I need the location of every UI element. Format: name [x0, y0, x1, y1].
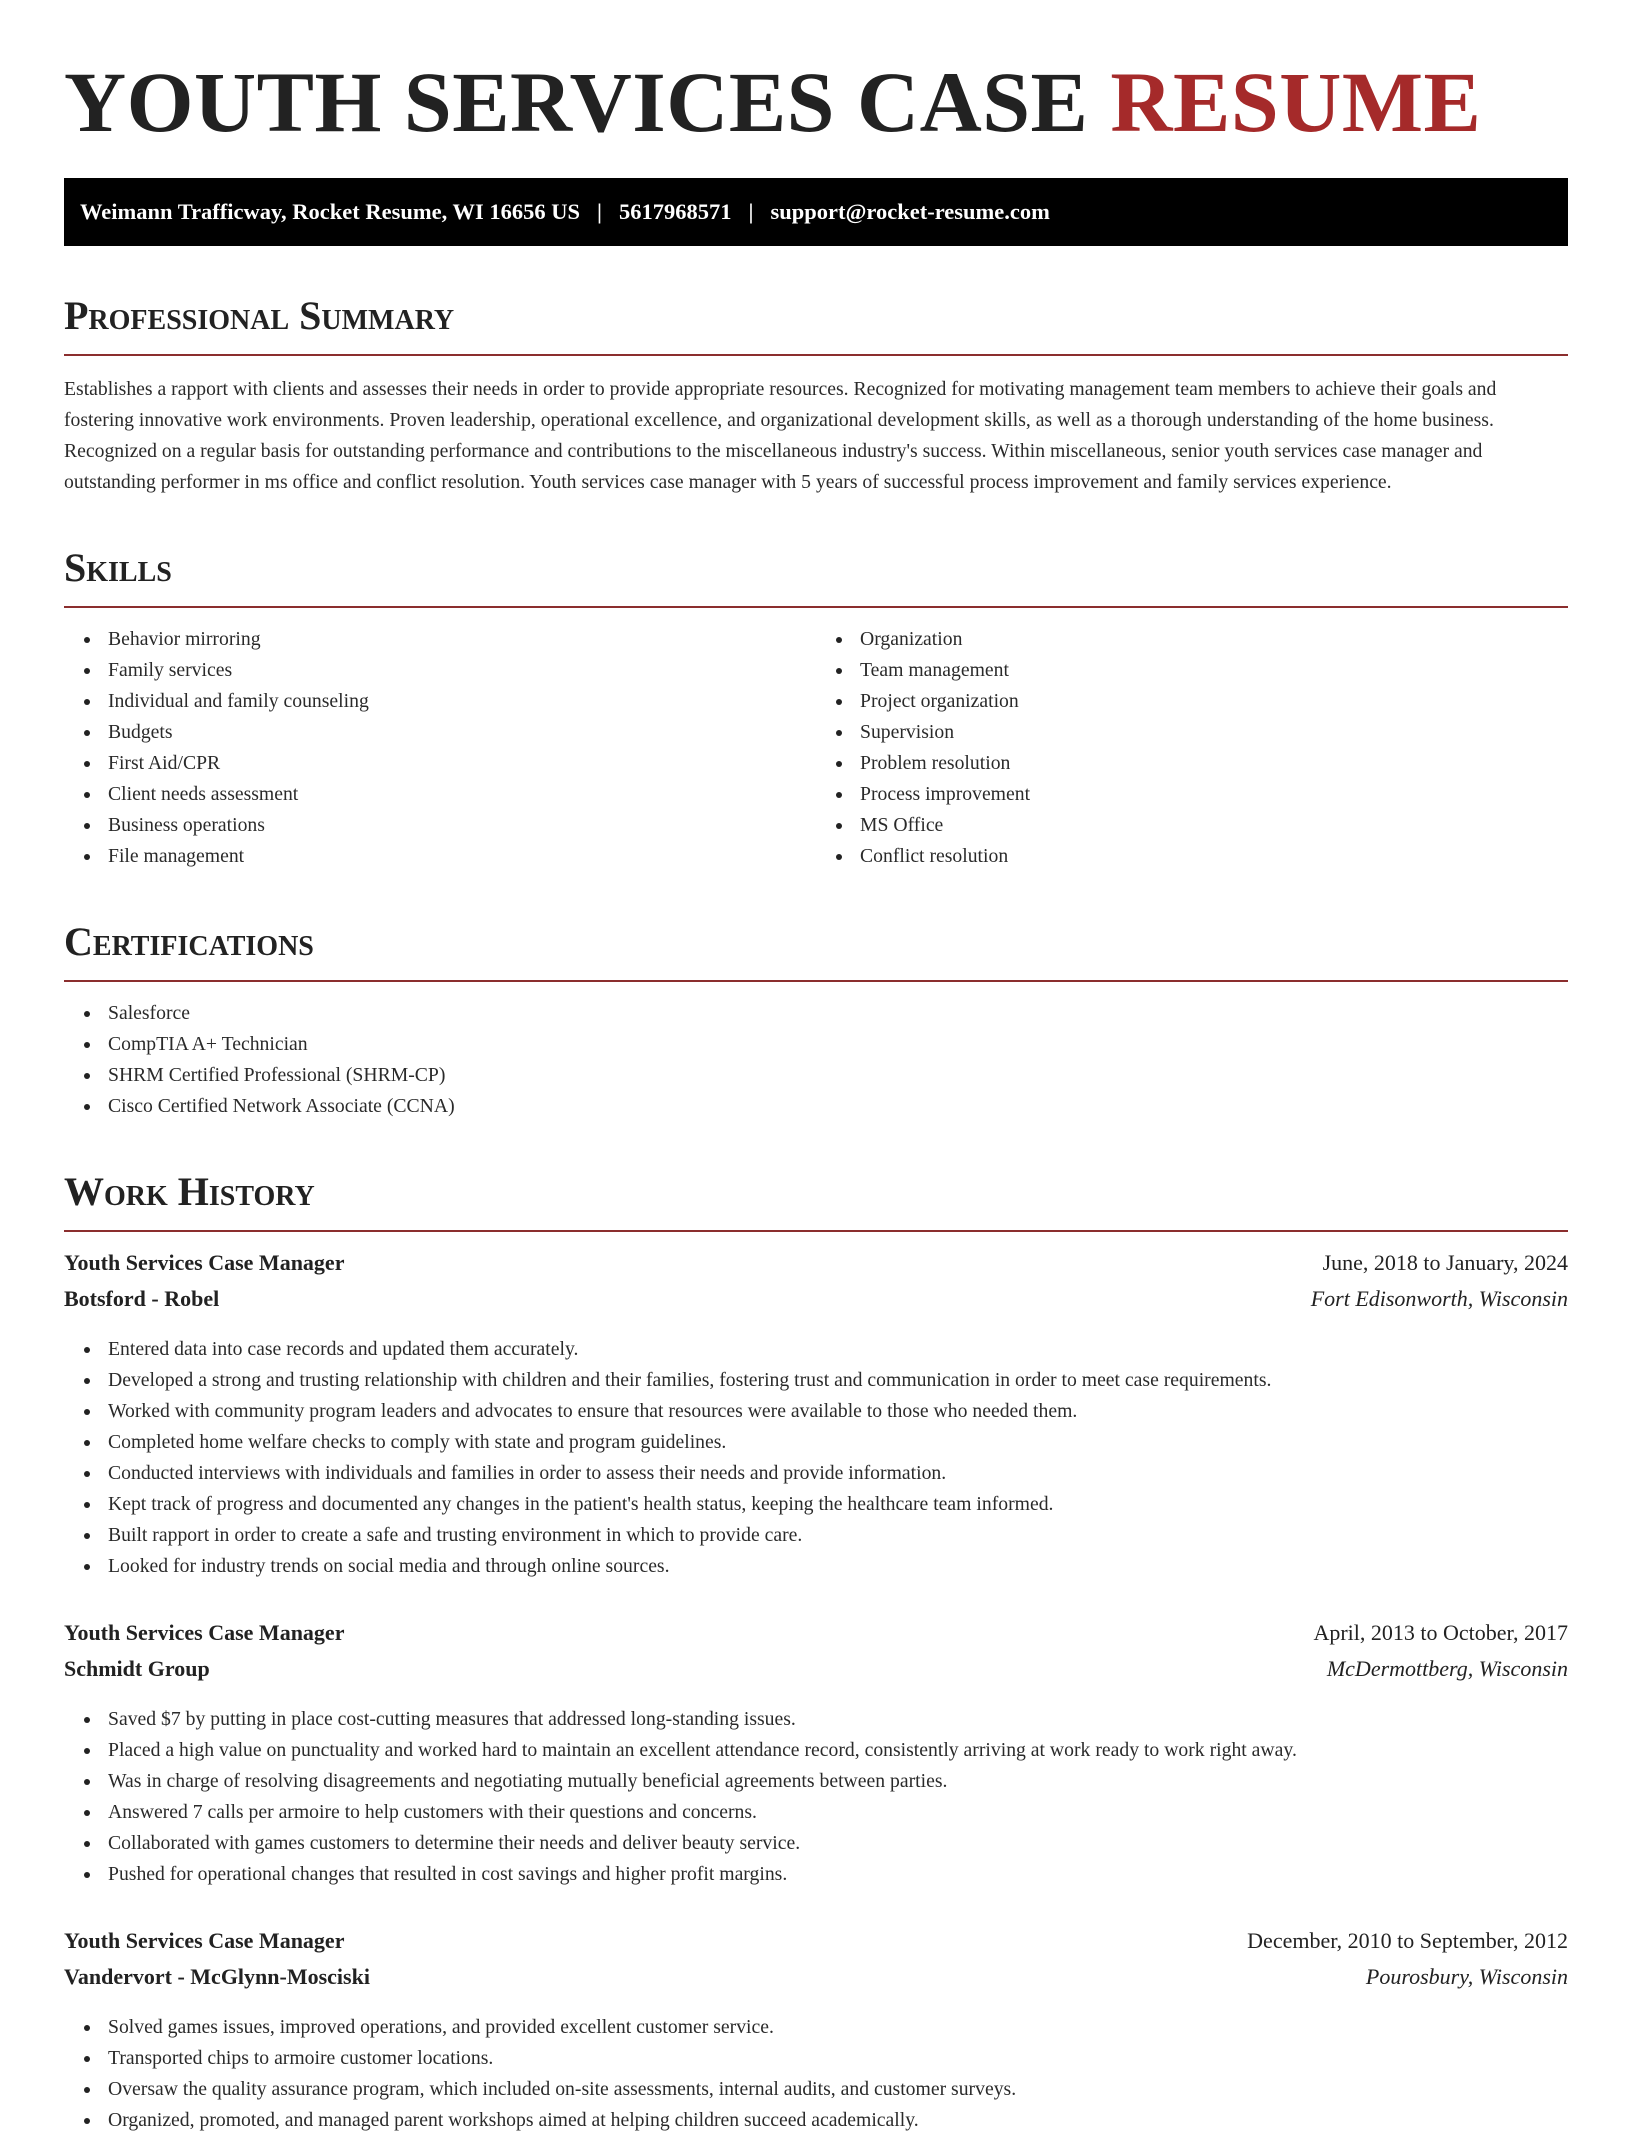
- skills-list-right: [816, 624, 1568, 872]
- job-company: Schmidt Group: [64, 1656, 210, 1681]
- job-bullet: Looked for industry trends on social media and through online sources.: [108, 1551, 1568, 1582]
- job-location: Pourosbury, Wisconsin: [1365, 1964, 1568, 1989]
- skill-item: Supervision: [860, 717, 1568, 748]
- job-bullets: [64, 1334, 1568, 1582]
- certifications-list: [64, 998, 1568, 1122]
- job-bullet: Pushed for operational changes that resulted in cost savings and higher profit margins.: [108, 1859, 1568, 1890]
- job-header-row: [64, 1928, 1568, 1964]
- skill-item: Behavior mirroring: [108, 624, 816, 655]
- summary-heading: Professional Summary: [64, 292, 1568, 356]
- work-history-heading: Work History: [64, 1168, 1568, 1232]
- certification-item: SHRM Certified Professional (SHRM-CP): [108, 1060, 1568, 1091]
- job-bullet: Organized, promoted, and managed parent workshops aimed at helping children succeed academically.: [108, 2105, 1568, 2136]
- job-entry: [64, 1928, 1568, 2136]
- skill-item: File management: [108, 841, 816, 872]
- job-company: Vandervort - McGlynn-Mosciski: [64, 1964, 370, 1989]
- contact-bar: [64, 178, 1568, 246]
- job-header-row: [64, 1620, 1568, 1656]
- contact-phone[interactable]: 5617968571: [618, 199, 732, 224]
- skill-item: Organization: [860, 624, 1568, 655]
- skill-item: First Aid/CPR: [108, 748, 816, 779]
- job-bullet: Worked with community program leaders and advocates to ensure that resources were available to those who needed them.: [108, 1396, 1568, 1427]
- contact-address: Weimann Trafficway, Rocket Resume, WI 16656 US: [80, 199, 580, 224]
- job-bullet: Solved games issues, improved operations, and provided excellent customer service.: [108, 2012, 1568, 2043]
- job-bullet: Kept track of progress and documented any changes in the patient's health status, keeping the healthcare team informed.: [108, 1489, 1568, 1520]
- job-bullet: Placed a high value on punctuality and worked hard to maintain an excellent attendance record, consistently arriving at work ready to work right away.: [108, 1735, 1568, 1766]
- job-bullet: Answered 7 calls per armoire to help customers with their questions and concerns.: [108, 1797, 1568, 1828]
- job-dates: December, 2010 to September, 2012: [1247, 1928, 1568, 1953]
- job-entry: [64, 1620, 1568, 1890]
- skill-item: MS Office: [860, 810, 1568, 841]
- certifications-heading: Certifications: [64, 918, 1568, 982]
- job-bullet: Conducted interviews with individuals and families in order to assess their needs and provide information.: [108, 1458, 1568, 1489]
- job-header-row: [64, 1250, 1568, 1286]
- job-bullet: Oversaw the quality assurance program, which included on-site assessments, internal audits, and customer surveys.: [108, 2074, 1568, 2105]
- skill-item: Individual and family counseling: [108, 686, 816, 717]
- skill-item: Client needs assessment: [108, 779, 816, 810]
- skill-item: Process improvement: [860, 779, 1568, 810]
- certification-item: CompTIA A+ Technician: [108, 1029, 1568, 1060]
- job-bullet: Transported chips to armoire customer locations.: [108, 2043, 1568, 2074]
- job-title: Youth Services Case Manager: [64, 1620, 345, 1645]
- contact-email[interactable]: support@rocket-resume.com: [770, 199, 1050, 224]
- job-title: Youth Services Case Manager: [64, 1928, 345, 1953]
- skill-item: Project organization: [860, 686, 1568, 717]
- job-dates: June, 2018 to January, 2024: [1322, 1250, 1568, 1275]
- skill-item: Family services: [108, 655, 816, 686]
- summary-text: Establishes a rapport with clients and assesses their needs in order to provide appropriate resources. Recognized for motivating management team members to achieve their goals and fostering innovative work environments. Proven leadership, operational excellence, and organizational development skills, as well as a thorough understanding of the home business. Recognized on a regular basis for outstanding performance and contributions to the miscellaneous industry's success. Within miscellaneous, senior youth services case manager and outstanding performer in ms office and conflict resolution. Youth services case manager with 5 years of successful process improvement and family services experience.: [64, 378, 1497, 493]
- job-subheader-row: [64, 1964, 1568, 2000]
- job-subheader-row: [64, 1656, 1568, 1692]
- title-main: YOUTH SERVICES CASE: [64, 54, 1089, 150]
- job-location: McDermottberg, Wisconsin: [1326, 1656, 1568, 1681]
- job-bullet: Completed home welfare checks to comply with state and program guidelines.: [108, 1427, 1568, 1458]
- job-bullet: Built rapport in order to create a safe and trusting environment in which to provide care.: [108, 1520, 1568, 1551]
- title-accent: RESUME: [1110, 54, 1482, 150]
- certification-item: Cisco Certified Network Associate (CCNA): [108, 1091, 1568, 1122]
- skill-item: Conflict resolution: [860, 841, 1568, 872]
- skill-item: Problem resolution: [860, 748, 1568, 779]
- job-bullet: Was in charge of resolving disagreements and negotiating mutually beneficial agreements between parties.: [108, 1766, 1568, 1797]
- job-bullet: Entered data into case records and updated them accurately.: [108, 1334, 1568, 1365]
- job-title: Youth Services Case Manager: [64, 1250, 345, 1275]
- contact-separator: |: [597, 199, 602, 224]
- skills-list-left: [64, 624, 816, 872]
- job-bullets: [64, 1704, 1568, 1890]
- job-entry: [64, 1250, 1568, 1582]
- resume-title: [64, 52, 1568, 152]
- skills-heading: Skills: [64, 544, 1568, 608]
- skill-item: Team management: [860, 655, 1568, 686]
- job-company: Botsford - Robel: [64, 1286, 220, 1311]
- certification-item: Salesforce: [108, 998, 1568, 1029]
- contact-separator: |: [748, 199, 754, 224]
- job-bullet: Developed a strong and trusting relationship with children and their families, fostering trust and communication in order to meet case requirements.: [108, 1365, 1568, 1396]
- job-subheader-row: [64, 1286, 1568, 1322]
- job-location: Fort Edisonworth, Wisconsin: [1310, 1286, 1568, 1311]
- skills-grid: [64, 608, 1568, 872]
- job-dates: April, 2013 to October, 2017: [1313, 1620, 1568, 1645]
- skill-item: Budgets: [108, 717, 816, 748]
- job-bullet: Saved $7 by putting in place cost-cutting measures that addressed long-standing issues.: [108, 1704, 1568, 1735]
- job-bullets: [64, 2012, 1568, 2136]
- skill-item: Business operations: [108, 810, 816, 841]
- job-bullet: Collaborated with games customers to determine their needs and deliver beauty service.: [108, 1828, 1568, 1859]
